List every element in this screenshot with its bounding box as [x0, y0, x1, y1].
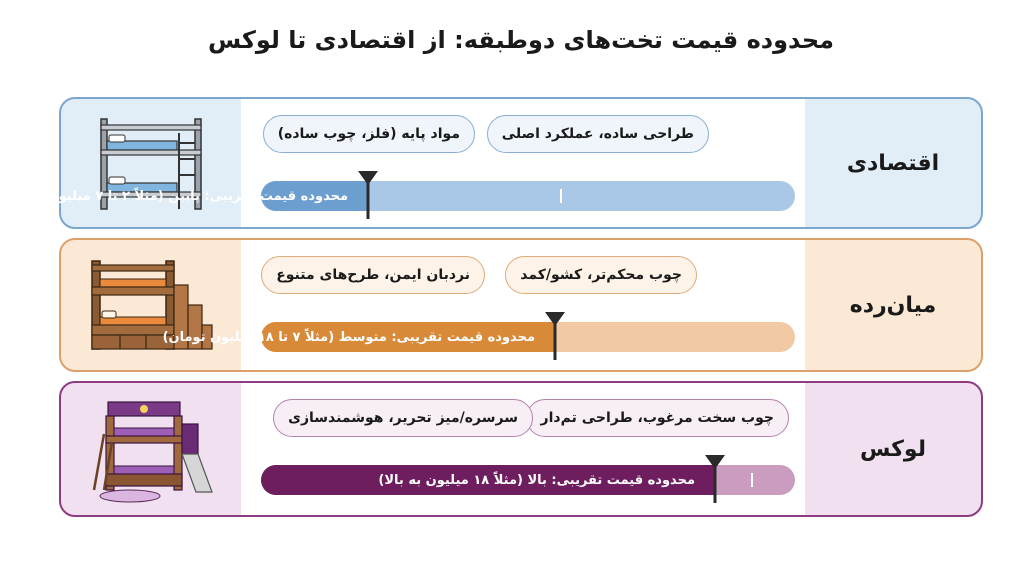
- price-marker-icon: [543, 310, 567, 360]
- feature-pill: نردبان ایمن، طرح‌های متنوع: [261, 256, 485, 294]
- tier-card-economy: [0, 97, 983, 229]
- price-range-bar: [162, 322, 795, 352]
- tier-label: لوکس: [860, 436, 926, 462]
- feature-pill: سرسره/میز تحریر، هوشمندسازی: [273, 399, 533, 437]
- bar-end-tick: [751, 473, 753, 487]
- tier-label: اقتصادی: [846, 150, 940, 176]
- price-marker-icon: [356, 169, 380, 219]
- price-marker-icon: [703, 453, 727, 503]
- page-title: محدوده قیمت تخت‌های دوطبقه: از اقتصادی تا لوکس: [207, 26, 835, 54]
- feature-pill: طراحی ساده، عملکرد اصلی: [487, 115, 709, 153]
- price-range-text: محدوده قیمت تقریبی: متوسط (مثلاً ۷ تا ۱۸ میلیون تومان): [162, 329, 535, 345]
- feature-pill: چوب محکم‌تر، کشو/کمد: [505, 256, 697, 294]
- feature-pill: مواد پایه (فلز، چوب ساده): [263, 115, 475, 153]
- themed-bunk-bed-illustration: [61, 383, 241, 515]
- tier-card-luxury: [59, 381, 983, 517]
- bunk-bed-icon: [86, 394, 216, 504]
- tier-label: میان‌رده: [849, 292, 937, 318]
- bar-end-tick: [560, 189, 562, 203]
- price-range-bar: [0, 181, 795, 211]
- feature-pill: چوب سخت مرغوب، طراحی تم‌دار: [526, 399, 789, 437]
- tier-card-mid-range: [59, 238, 983, 372]
- price-range-text: محدوده قیمت تقریبی: بالا (مثلاً ۱۸ میلیون به بالا): [378, 472, 695, 488]
- price-range-text: محدوده قیمت تقریبی: پایین (مثلاً ۲ تا ۷ میلیون تومان): [0, 188, 348, 204]
